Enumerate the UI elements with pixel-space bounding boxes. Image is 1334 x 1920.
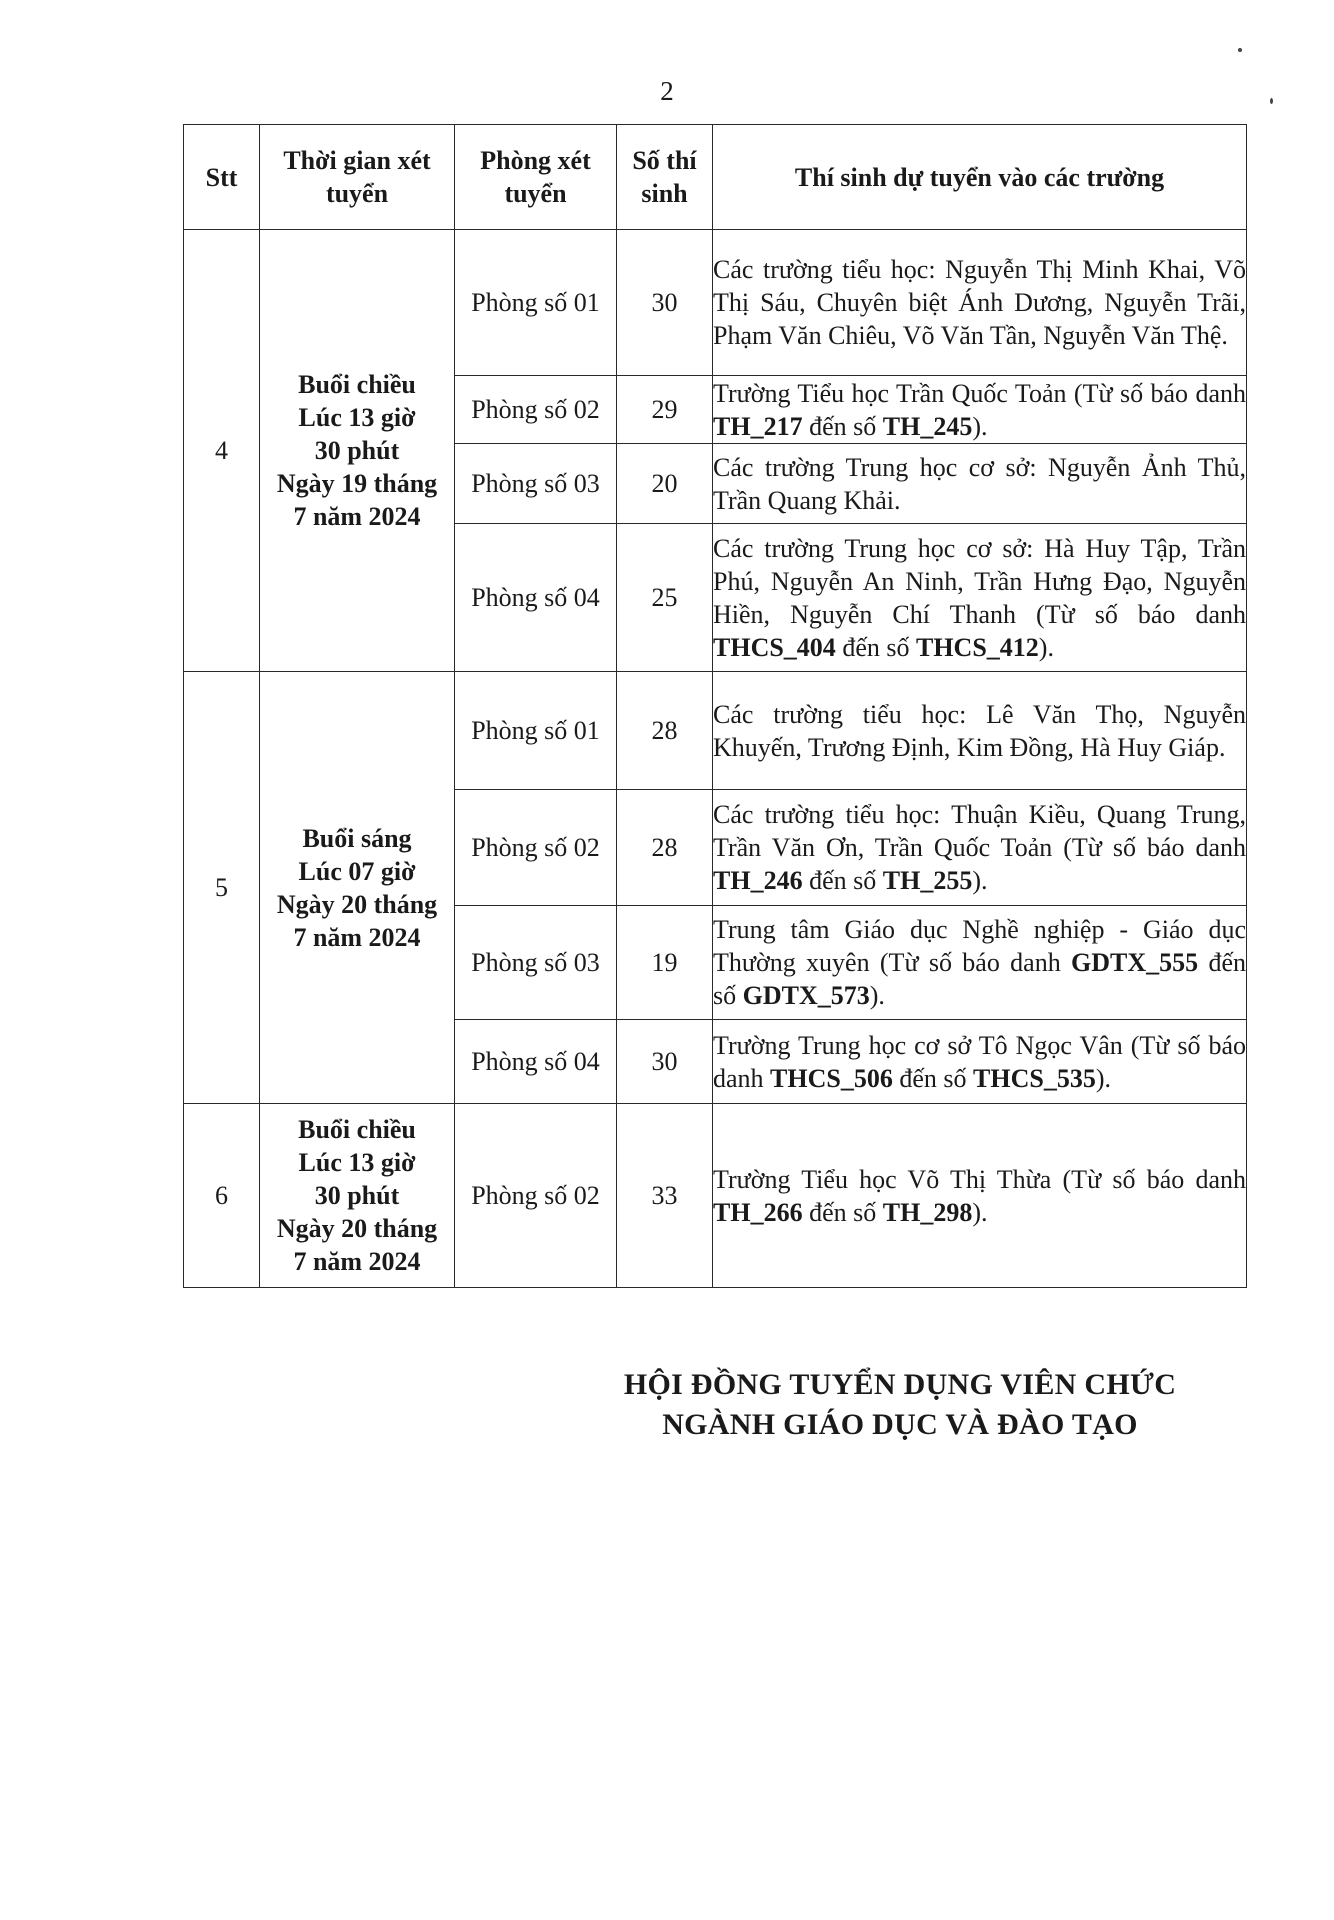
session-time-line: Buổi sáng	[302, 823, 412, 853]
candidate-id-range: TH_217	[713, 411, 803, 441]
description-text: ).	[1095, 1063, 1112, 1093]
room-cell: Phòng số 01	[455, 230, 617, 376]
header-room: Phòng xét tuyển	[455, 125, 617, 230]
session-time-line: 30 phút	[314, 1181, 400, 1210]
candidate-id-range: TH_255	[882, 866, 973, 895]
room-cell: Phòng số 02	[455, 1104, 617, 1288]
session-time-line: Ngày 19 tháng	[276, 469, 438, 498]
schools-description-cell	[713, 672, 1247, 790]
stt-cell: 5	[184, 672, 260, 1104]
scan-speck	[1238, 48, 1242, 52]
schools-description-cell	[713, 1020, 1247, 1104]
candidate-count-cell: 33	[617, 1104, 713, 1288]
candidate-count-cell: 25	[617, 524, 713, 672]
description-text: đến số	[713, 948, 1246, 1010]
header-time: Thời gian xét tuyển	[260, 125, 455, 230]
description-text: ).	[972, 411, 988, 441]
admission-schedule-table	[183, 124, 1247, 1288]
table-header-row	[184, 125, 1247, 230]
description-text: đến số	[892, 1063, 974, 1093]
table-row	[184, 1104, 1247, 1288]
header-desc: Thí sinh dự tuyển vào các trường	[713, 125, 1247, 230]
session-time-line: Ngày 20 tháng	[276, 889, 438, 919]
description-text: ).	[1038, 632, 1054, 662]
description-text: đến số	[802, 411, 883, 441]
session-time-cell	[260, 230, 455, 672]
room-cell: Phòng số 02	[455, 376, 617, 444]
table-row	[184, 672, 1247, 790]
description-text: Trường Tiểu học Trần Quốc Toản (Từ số báo danh	[713, 378, 1246, 408]
candidate-id-range: GDTX_555	[1071, 948, 1199, 977]
schools-description-cell	[713, 230, 1247, 376]
description-text: Các trường tiểu học: Thuận Kiều, Quang Trung, Trần Văn Ơn, Trần Quốc Toản (Từ số báo danh	[713, 800, 1246, 862]
schools-description-cell	[713, 444, 1247, 524]
session-time-line: Buổi chiều	[298, 1115, 416, 1144]
session-time-cell	[260, 672, 455, 1104]
room-cell: Phòng số 03	[455, 444, 617, 524]
candidate-count-cell: 20	[617, 444, 713, 524]
description-text: Các trường tiểu học: Nguyễn Thị Minh Khai, Võ Thị Sáu, Chuyên biệt Ánh Dương, Nguyễn Trãi, Phạm Văn Chiêu, Võ Văn Tần, Nguyễn Văn Thệ.	[713, 255, 1246, 350]
candidate-count-cell: 28	[617, 790, 713, 906]
candidate-id-range: THCS_535	[973, 1063, 1096, 1093]
candidate-count-cell: 19	[617, 906, 713, 1020]
candidate-count-cell: 30	[617, 230, 713, 376]
schools-description-cell	[713, 906, 1247, 1020]
stt-cell: 4	[184, 230, 260, 672]
description-text: Các trường Trung học cơ sở: Nguyễn Ảnh Thủ, Trần Quang Khải.	[713, 452, 1246, 515]
candidate-id-range: THCS_412	[915, 632, 1039, 662]
candidate-id-range: THCS_404	[713, 632, 836, 662]
session-time-line: 30 phút	[314, 436, 400, 465]
table-row	[184, 230, 1247, 376]
description-text: Các trường Trung học cơ sở: Hà Huy Tập, Trần Phú, Nguyễn An Ninh, Trần Hưng Đạo, Nguyễn Hiền, Nguyễn Chí Thanh (Từ số báo danh	[713, 533, 1246, 629]
schools-description-cell	[713, 524, 1247, 672]
description-text: ).	[972, 1197, 988, 1227]
session-time-line: 7 năm 2024	[293, 1247, 421, 1276]
signature-line-1: HỘI ĐỒNG TUYỂN DỤNG VIÊN CHỨC	[623, 1368, 1177, 1401]
session-time-line: 7 năm 2024	[293, 502, 421, 531]
session-time-line: Lúc 13 giờ	[298, 403, 416, 432]
session-time-line: Buổi chiều	[298, 370, 416, 399]
signature-line-2: NGÀNH GIÁO DỤC VÀ ĐÀO TẠO	[662, 1408, 1138, 1441]
description-text: đến số	[802, 1197, 883, 1227]
description-text: Các trường tiểu học: Lê Văn Thọ, Nguyễn Khuyến, Trương Định, Kim Đồng, Hà Huy Giáp.	[713, 699, 1246, 762]
description-text: Trường Trung học cơ sở Tô Ngọc Vân (Từ số báo danh	[713, 1030, 1246, 1093]
session-time-line: 7 năm 2024	[293, 922, 421, 952]
room-cell: Phòng số 04	[455, 524, 617, 672]
candidate-id-range: TH_245	[882, 411, 973, 441]
room-cell: Phòng số 03	[455, 906, 617, 1020]
room-cell: Phòng số 01	[455, 672, 617, 790]
candidate-id-range: TH_246	[713, 866, 803, 895]
header-stt: Stt	[184, 125, 260, 230]
room-cell: Phòng số 04	[455, 1020, 617, 1104]
table-body	[184, 230, 1247, 1288]
page-number: 2	[660, 76, 674, 106]
signature-block	[560, 1365, 1240, 1445]
description-text: Trường Tiểu học Võ Thị Thừa (Từ số báo danh	[713, 1164, 1246, 1194]
description-text: ).	[869, 981, 885, 1010]
session-time-line: Ngày 20 tháng	[276, 1214, 438, 1243]
schools-description-cell	[713, 1104, 1247, 1288]
session-time-cell	[260, 1104, 455, 1288]
description-text: đến số	[835, 632, 916, 662]
room-cell: Phòng số 02	[455, 790, 617, 906]
schools-description-cell	[713, 790, 1247, 906]
description-text: Trung tâm Giáo dục Nghề nghiệp - Giáo dục Thường xuyên (Từ số báo danh	[713, 915, 1246, 977]
candidate-id-range: TH_298	[882, 1197, 973, 1227]
session-time-line: Lúc 07 giờ	[298, 856, 416, 886]
header-count: Số thí sinh	[617, 125, 713, 230]
candidate-id-range: TH_266	[713, 1197, 803, 1227]
session-time-line: Lúc 13 giờ	[298, 1148, 416, 1177]
description-text: ).	[972, 866, 988, 895]
candidate-id-range: THCS_506	[770, 1063, 893, 1093]
schools-description-cell	[713, 376, 1247, 444]
candidate-count-cell: 28	[617, 672, 713, 790]
scan-speck	[1270, 98, 1273, 104]
candidate-count-cell: 29	[617, 376, 713, 444]
description-text: đến số	[802, 866, 883, 895]
candidate-count-cell: 30	[617, 1020, 713, 1104]
stt-cell: 6	[184, 1104, 260, 1288]
candidate-id-range: GDTX_573	[742, 981, 870, 1010]
